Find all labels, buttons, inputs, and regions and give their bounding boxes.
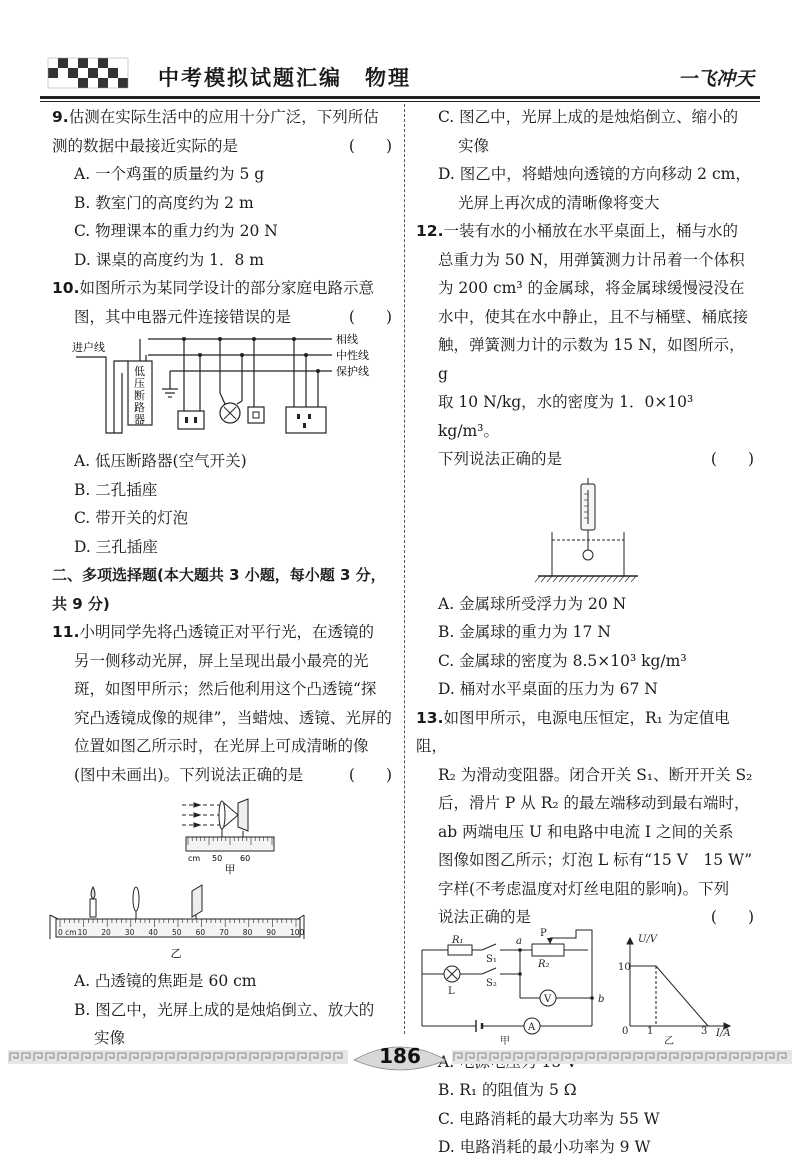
question-stem: (图中未画出)。下列说法正确的是 — [74, 765, 304, 784]
node-a-label: a — [516, 935, 522, 947]
question-stem: 字样(不考虑温度对灯丝电阻的影响)。下列 — [438, 879, 730, 898]
question-stem: 另一侧移动光屏，屏上呈现出最小最亮的光 — [74, 651, 369, 670]
question-stem: R₂ 为滑动变阻器。闭合开关 S₁、断开开关 S₂ — [438, 765, 753, 784]
question-stem: 小明同学先将凸透镜正对平行光，在透镜的 — [79, 623, 374, 641]
question-stem: 测的数据中最接近实际的是 — [52, 136, 239, 155]
ruler-tick-label: 100 — [290, 928, 305, 937]
option-d: D. 课桌的高度约为 1．8 m — [74, 250, 265, 269]
answer-bracket: ( ) — [710, 450, 754, 468]
table-hatch — [595, 576, 600, 582]
question-number: 9. — [52, 108, 69, 126]
graph-y-axis-label: U/V — [638, 933, 658, 945]
option-a: A. 凸透镜的焦距是 60 cm — [74, 972, 257, 990]
table-hatch — [613, 576, 618, 582]
ruler-tick-label: 40 — [148, 928, 158, 937]
page-footer — [0, 1040, 800, 1080]
header-rule — [40, 96, 760, 99]
table-hatch — [601, 576, 606, 582]
ruler-tick-label: 60 — [195, 928, 206, 937]
graph-y-tick-10: 10 — [618, 961, 631, 973]
checker-logo-icon — [48, 58, 128, 88]
ruler-tick-label: 70 — [219, 928, 229, 937]
table-hatch — [541, 576, 546, 582]
table-hatch — [583, 576, 588, 582]
option-b: B. 金属球的重力为 17 N — [438, 623, 611, 641]
lamp-label: L — [448, 985, 455, 997]
graph-x-tick-1: 1 — [647, 1025, 654, 1037]
question-stem: 取 10 N/kg，水的密度为 1．0×10³ kg/m³。 — [438, 393, 694, 440]
option-b-line: 实像 — [94, 1029, 126, 1047]
graph-x-tick-3: 3 — [701, 1025, 708, 1037]
table-hatch — [631, 576, 636, 582]
table-hatch — [607, 576, 612, 582]
r2-label: R₂ — [538, 958, 550, 970]
live-wire-label: 相线 — [336, 333, 358, 346]
option-d — [416, 160, 754, 217]
neutral-wire-label: 中性线 — [336, 349, 369, 362]
table-hatch — [559, 576, 564, 582]
voltmeter-label: V — [544, 993, 552, 1005]
left-column — [52, 103, 392, 1053]
table-hatch — [565, 576, 570, 582]
r1-label: R₁ — [452, 934, 464, 946]
answer-bracket: ( ) — [348, 307, 392, 326]
ruler-tick-label: 10 — [77, 928, 88, 937]
optical-bench-figure — [46, 879, 386, 965]
ruler-tick-label: 30 — [124, 928, 135, 937]
question-stem: 究凸透镜成像的规律”，当蜡烛、透镜、光屏的 — [74, 708, 392, 727]
page-number: 186 — [379, 1044, 421, 1068]
section-heading — [52, 561, 392, 618]
figure-label: 乙 — [170, 947, 182, 960]
option-c: C. 物理课本的重力约为 20 N — [74, 222, 278, 240]
question-stem: 图像如图乙所示；灯泡 L 标有“15 V 15 W” — [438, 851, 753, 869]
ruler-tick-label: 0 cm — [58, 928, 77, 937]
question-13 — [416, 704, 754, 1162]
option-a: A. — [438, 1052, 455, 1071]
ruler-tick-label: 80 — [242, 928, 253, 937]
ruler-tick-label: 50 — [212, 854, 223, 863]
lens-focus-figure — [52, 791, 392, 877]
column-divider — [404, 104, 405, 1034]
answer-bracket: ( ) — [348, 136, 392, 155]
s1-label: S₁ — [486, 953, 497, 965]
option-d: D. 桶对水平桌面的压力为 67 N — [438, 680, 658, 698]
table-hatch — [625, 576, 630, 582]
ruler-tick-label: 90 — [266, 928, 276, 937]
option-c-line: 实像 — [458, 136, 490, 155]
option-a: A. 低压断路器(空气开关) — [74, 452, 247, 470]
question-12 — [416, 217, 754, 704]
option-a: A. 金属球所受浮力为 20 N — [438, 594, 627, 613]
option-c: C. 电路消耗的最大功率为 55 W — [438, 1109, 660, 1128]
figure-label: 乙 — [664, 1035, 674, 1047]
option-c: C. 带开关的灯泡 — [74, 509, 189, 527]
question-stem: 总重力为 50 N，用弹簧测力计吊着一个体积 — [438, 250, 745, 269]
ground-wire-label: 保护线 — [336, 365, 369, 378]
graph-x-axis-label: I/A — [716, 1027, 731, 1039]
question-number: 12. — [416, 222, 444, 240]
option-d: D. 三孔插座 — [74, 537, 158, 556]
question-11 — [52, 618, 392, 1053]
question-9 — [52, 103, 392, 274]
header-rule-thin — [40, 101, 760, 102]
answer-bracket: ( ) — [348, 765, 392, 784]
table-hatch — [577, 576, 582, 582]
spring-scale-bucket-figure — [416, 476, 754, 588]
footer-pattern — [8, 1050, 348, 1064]
option-a: A. 一个鸡蛋的质量约为 5 g — [74, 165, 265, 183]
ruler-unit: cm — [188, 854, 201, 863]
graph-series-line — [630, 966, 708, 1026]
table-hatch — [589, 576, 594, 582]
household-circuit-figure — [70, 333, 390, 445]
graph-y-arrow — [627, 938, 633, 944]
option-d: D. 电路消耗的最小功率为 9 W — [438, 1138, 651, 1156]
page-header — [40, 52, 760, 96]
answer-bracket: ( ) — [710, 908, 754, 926]
inlet-label: 进户线 — [72, 341, 105, 354]
graph-origin-label: 0 — [622, 1025, 629, 1037]
question-stem: 斑，如图甲所示；然后他利用这个凸透镜“探 — [74, 680, 377, 698]
ruler-tick-label: 20 — [101, 928, 111, 937]
question-10 — [52, 274, 392, 561]
question-stem: 水中，使其在水中静止，且不与桶壁、桶底接 — [438, 307, 749, 326]
ammeter-label: A — [528, 1021, 536, 1033]
option-b-line: B. 图乙中，光屏上成的是烛焰倒立、放大的 — [74, 1000, 375, 1019]
ruler-tick-label: 60 — [240, 854, 251, 863]
breaker-label: 低压断路器 — [134, 365, 145, 426]
table-hatch — [547, 576, 552, 582]
footer-pattern — [452, 1050, 792, 1064]
question-stem: 一装有水的小桶放在水平桌面上，桶与水的 — [443, 222, 738, 240]
option-d-line: D. 图乙中，将蜡烛向透镜的方向移动 2 cm， — [438, 165, 751, 183]
question-stem: 如图甲所示，电源电压恒定，R₁ 为定值电阻， — [416, 708, 730, 755]
option-c-line: C. 图乙中，光屏上成的是烛焰倒立、缩小的 — [438, 108, 739, 126]
figure-label: 甲 — [500, 1035, 510, 1047]
right-column — [416, 103, 754, 1162]
question-stem: 说法正确的是 — [438, 908, 532, 926]
table-hatch — [553, 576, 558, 582]
circuit-and-graph-figure — [416, 927, 754, 1047]
option-c — [416, 103, 754, 160]
ruler-tick-label: 50 — [172, 928, 182, 937]
header-title: 中考模拟试题汇编 物理 — [158, 65, 411, 90]
option-b: B. 二孔插座 — [74, 480, 158, 499]
option-b: B. 教室门的高度约为 2 m — [74, 193, 254, 212]
question-stem: 如图所示为某同学设计的部分家庭电路示意 — [79, 279, 374, 297]
option-c: C. 金属球的密度为 8.5×10³ kg/m³ — [438, 651, 687, 670]
question-11-continued — [416, 103, 754, 217]
question-stem: 位置如图乙所示时，在光屏上可成清晰的像 — [74, 737, 369, 755]
question-stem: 下列说法正确的是 — [438, 450, 563, 468]
table-hatch — [535, 576, 540, 582]
figure-label: 甲 — [224, 863, 236, 876]
header-brand: 一飞冲天 — [677, 68, 754, 90]
question-number: 11. — [52, 623, 80, 641]
question-stem: 为 200 cm³ 的金属球，将金属球缓慢浸没在 — [438, 279, 745, 297]
node-b-label: b — [598, 993, 605, 1005]
question-stem: 后，滑片 P 从 R₂ 的最左端移动到最右端时， — [438, 794, 750, 812]
question-stem: 估测在实际生活中的应用十分广泛，下列所估 — [68, 108, 379, 126]
s2-label: S₂ — [486, 977, 497, 989]
question-stem: 图，其中电器元件连接错误的是 — [74, 307, 292, 326]
slider-p-label: P — [540, 927, 547, 939]
section-heading-line: 共 9 分) — [52, 594, 110, 613]
section-heading-line: 二、多项选择题(本大题共 3 小题，每小题 3 分， — [52, 566, 386, 584]
question-stem: ab 两端电压 U 和电路中电流 I 之间的关系 — [438, 822, 734, 841]
table-hatch — [571, 576, 576, 582]
question-stem: 触，弹簧测力计的示数为 15 N，如图所示，g — [438, 336, 745, 383]
option-d-line: 光屏上再次成的清晰像将变大 — [458, 193, 660, 212]
option-b: B. R₁ 的阻值为 5 Ω — [438, 1081, 577, 1099]
question-number: 13. — [416, 708, 444, 727]
table-hatch — [619, 576, 624, 582]
question-number: 10. — [52, 279, 80, 297]
